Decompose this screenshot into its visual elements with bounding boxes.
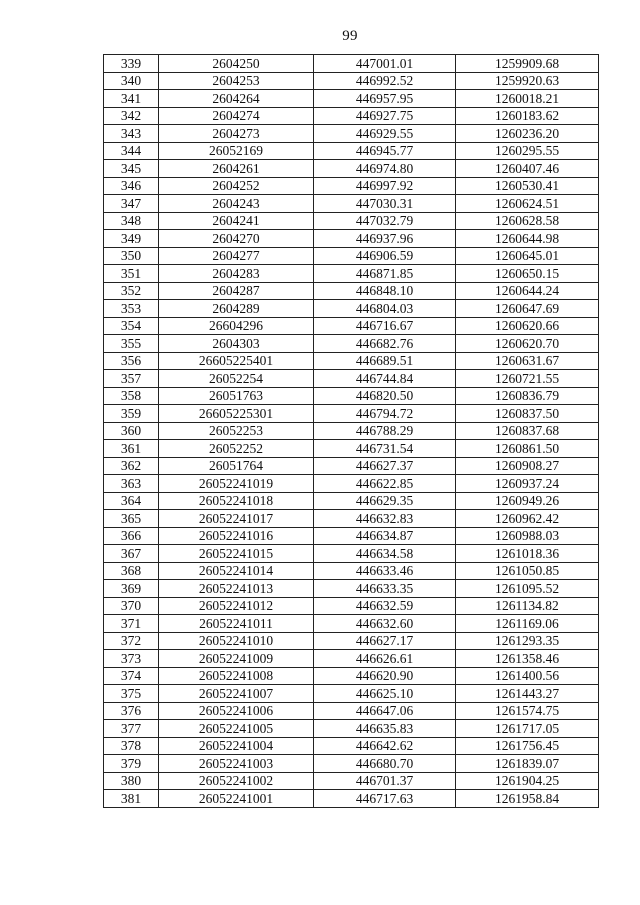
point-number-cell: 355 xyxy=(104,335,159,353)
y-coordinate-cell: 1260861.50 xyxy=(456,440,599,458)
x-coordinate-cell: 446945.77 xyxy=(314,142,456,160)
table-row xyxy=(104,160,599,178)
table-row xyxy=(104,265,599,283)
point-number-cell: 379 xyxy=(104,755,159,773)
point-code-cell: 26604296 xyxy=(159,317,314,335)
point-number-cell: 368 xyxy=(104,562,159,580)
y-coordinate-cell: 1261018.36 xyxy=(456,545,599,563)
y-coordinate-cell: 1260647.69 xyxy=(456,300,599,318)
table-row xyxy=(104,107,599,125)
x-coordinate-cell: 446731.54 xyxy=(314,440,456,458)
y-coordinate-cell: 1260183.62 xyxy=(456,107,599,125)
point-number-cell: 361 xyxy=(104,440,159,458)
y-coordinate-cell: 1261400.56 xyxy=(456,667,599,685)
y-coordinate-cell: 1260407.46 xyxy=(456,160,599,178)
point-code-cell: 26052241015 xyxy=(159,545,314,563)
x-coordinate-cell: 446626.61 xyxy=(314,650,456,668)
point-code-cell: 2604243 xyxy=(159,195,314,213)
point-code-cell: 26052241003 xyxy=(159,755,314,773)
x-coordinate-cell: 446848.10 xyxy=(314,282,456,300)
x-coordinate-cell: 446632.59 xyxy=(314,597,456,615)
point-code-cell: 26052241016 xyxy=(159,527,314,545)
point-number-cell: 365 xyxy=(104,510,159,528)
table-row xyxy=(104,90,599,108)
table-row xyxy=(104,387,599,405)
x-coordinate-cell: 446632.60 xyxy=(314,615,456,633)
table-row xyxy=(104,492,599,510)
table-row xyxy=(104,55,599,73)
x-coordinate-cell: 447030.31 xyxy=(314,195,456,213)
point-number-cell: 363 xyxy=(104,475,159,493)
x-coordinate-cell: 446929.55 xyxy=(314,125,456,143)
table-row xyxy=(104,632,599,650)
y-coordinate-cell: 1260628.58 xyxy=(456,212,599,230)
point-number-cell: 341 xyxy=(104,90,159,108)
table-row xyxy=(104,317,599,335)
table-row xyxy=(104,580,599,598)
point-code-cell: 26605225401 xyxy=(159,352,314,370)
point-code-cell: 26051764 xyxy=(159,457,314,475)
table-row xyxy=(104,230,599,248)
table-row xyxy=(104,667,599,685)
table-row xyxy=(104,720,599,738)
table-row xyxy=(104,352,599,370)
point-number-cell: 354 xyxy=(104,317,159,335)
x-coordinate-cell: 446717.63 xyxy=(314,790,456,808)
y-coordinate-cell: 1260908.27 xyxy=(456,457,599,475)
x-coordinate-cell: 446927.75 xyxy=(314,107,456,125)
table-row xyxy=(104,72,599,90)
y-coordinate-cell: 1260836.79 xyxy=(456,387,599,405)
point-number-cell: 339 xyxy=(104,55,159,73)
y-coordinate-cell: 1261574.75 xyxy=(456,702,599,720)
y-coordinate-cell: 1259909.68 xyxy=(456,55,599,73)
point-code-cell: 26052241005 xyxy=(159,720,314,738)
table-row xyxy=(104,282,599,300)
point-code-cell: 26605225301 xyxy=(159,405,314,423)
table-row xyxy=(104,755,599,773)
table-row xyxy=(104,545,599,563)
y-coordinate-cell: 1260645.01 xyxy=(456,247,599,265)
table-row xyxy=(104,335,599,353)
point-number-cell: 345 xyxy=(104,160,159,178)
y-coordinate-cell: 1260624.51 xyxy=(456,195,599,213)
x-coordinate-cell: 446937.96 xyxy=(314,230,456,248)
point-code-cell: 2604261 xyxy=(159,160,314,178)
x-coordinate-cell: 446992.52 xyxy=(314,72,456,90)
point-number-cell: 378 xyxy=(104,737,159,755)
x-coordinate-cell: 446633.35 xyxy=(314,580,456,598)
point-code-cell: 26052254 xyxy=(159,370,314,388)
point-number-cell: 380 xyxy=(104,772,159,790)
point-number-cell: 381 xyxy=(104,790,159,808)
point-number-cell: 370 xyxy=(104,597,159,615)
point-number-cell: 343 xyxy=(104,125,159,143)
y-coordinate-cell: 1260962.42 xyxy=(456,510,599,528)
x-coordinate-cell: 446788.29 xyxy=(314,422,456,440)
point-code-cell: 2604274 xyxy=(159,107,314,125)
point-number-cell: 371 xyxy=(104,615,159,633)
x-coordinate-cell: 446794.72 xyxy=(314,405,456,423)
x-coordinate-cell: 446820.50 xyxy=(314,387,456,405)
y-coordinate-cell: 1260837.50 xyxy=(456,405,599,423)
point-number-cell: 366 xyxy=(104,527,159,545)
y-coordinate-cell: 1261904.25 xyxy=(456,772,599,790)
x-coordinate-cell: 446716.67 xyxy=(314,317,456,335)
point-code-cell: 26052252 xyxy=(159,440,314,458)
point-number-cell: 362 xyxy=(104,457,159,475)
point-number-cell: 377 xyxy=(104,720,159,738)
x-coordinate-cell: 446974.80 xyxy=(314,160,456,178)
point-number-cell: 372 xyxy=(104,632,159,650)
y-coordinate-cell: 1261756.45 xyxy=(456,737,599,755)
x-coordinate-cell: 446634.87 xyxy=(314,527,456,545)
x-coordinate-cell: 446632.83 xyxy=(314,510,456,528)
table-row xyxy=(104,685,599,703)
table-row xyxy=(104,195,599,213)
y-coordinate-cell: 1260620.66 xyxy=(456,317,599,335)
y-coordinate-cell: 1260295.55 xyxy=(456,142,599,160)
y-coordinate-cell: 1261958.84 xyxy=(456,790,599,808)
point-number-cell: 357 xyxy=(104,370,159,388)
x-coordinate-cell: 446647.06 xyxy=(314,702,456,720)
table-row xyxy=(104,527,599,545)
y-coordinate-cell: 1260644.24 xyxy=(456,282,599,300)
table-row xyxy=(104,370,599,388)
point-number-cell: 349 xyxy=(104,230,159,248)
y-coordinate-cell: 1260837.68 xyxy=(456,422,599,440)
y-coordinate-cell: 1260988.03 xyxy=(456,527,599,545)
point-code-cell: 26052241002 xyxy=(159,772,314,790)
table-row xyxy=(104,457,599,475)
point-code-cell: 26052241006 xyxy=(159,702,314,720)
point-number-cell: 373 xyxy=(104,650,159,668)
table-row xyxy=(104,212,599,230)
y-coordinate-cell: 1261293.35 xyxy=(456,632,599,650)
table-row xyxy=(104,422,599,440)
point-code-cell: 26052169 xyxy=(159,142,314,160)
point-code-cell: 2604241 xyxy=(159,212,314,230)
point-number-cell: 358 xyxy=(104,387,159,405)
point-code-cell: 26052241019 xyxy=(159,475,314,493)
table-row xyxy=(104,177,599,195)
y-coordinate-cell: 1261358.46 xyxy=(456,650,599,668)
y-coordinate-cell: 1260530.41 xyxy=(456,177,599,195)
x-coordinate-cell: 446682.76 xyxy=(314,335,456,353)
x-coordinate-cell: 446997.92 xyxy=(314,177,456,195)
table-row xyxy=(104,300,599,318)
point-code-cell: 26052253 xyxy=(159,422,314,440)
point-number-cell: 374 xyxy=(104,667,159,685)
table-row xyxy=(104,125,599,143)
point-number-cell: 376 xyxy=(104,702,159,720)
table-row xyxy=(104,702,599,720)
table-row xyxy=(104,737,599,755)
point-code-cell: 2604250 xyxy=(159,55,314,73)
point-number-cell: 369 xyxy=(104,580,159,598)
x-coordinate-cell: 446620.90 xyxy=(314,667,456,685)
x-coordinate-cell: 446635.83 xyxy=(314,720,456,738)
point-code-cell: 26052241004 xyxy=(159,737,314,755)
point-code-cell: 2604252 xyxy=(159,177,314,195)
x-coordinate-cell: 446680.70 xyxy=(314,755,456,773)
point-code-cell: 2604264 xyxy=(159,90,314,108)
x-coordinate-cell: 446701.37 xyxy=(314,772,456,790)
point-code-cell: 26052241013 xyxy=(159,580,314,598)
point-code-cell: 2604273 xyxy=(159,125,314,143)
table-row xyxy=(104,562,599,580)
x-coordinate-cell: 446642.62 xyxy=(314,737,456,755)
x-coordinate-cell: 447032.79 xyxy=(314,212,456,230)
point-number-cell: 352 xyxy=(104,282,159,300)
point-number-cell: 356 xyxy=(104,352,159,370)
x-coordinate-cell: 447001.01 xyxy=(314,55,456,73)
x-coordinate-cell: 446627.37 xyxy=(314,457,456,475)
coordinates-table xyxy=(103,54,599,808)
point-code-cell: 2604283 xyxy=(159,265,314,283)
point-code-cell: 26052241007 xyxy=(159,685,314,703)
table-row xyxy=(104,142,599,160)
x-coordinate-cell: 446629.35 xyxy=(314,492,456,510)
table-row xyxy=(104,247,599,265)
point-code-cell: 26052241012 xyxy=(159,597,314,615)
y-coordinate-cell: 1261443.27 xyxy=(456,685,599,703)
point-code-cell: 2604289 xyxy=(159,300,314,318)
x-coordinate-cell: 446622.85 xyxy=(314,475,456,493)
point-code-cell: 26051763 xyxy=(159,387,314,405)
x-coordinate-cell: 446744.84 xyxy=(314,370,456,388)
point-number-cell: 347 xyxy=(104,195,159,213)
point-number-cell: 360 xyxy=(104,422,159,440)
point-code-cell: 26052241009 xyxy=(159,650,314,668)
point-number-cell: 344 xyxy=(104,142,159,160)
x-coordinate-cell: 446871.85 xyxy=(314,265,456,283)
point-code-cell: 26052241014 xyxy=(159,562,314,580)
table-row xyxy=(104,790,599,808)
table-row xyxy=(104,615,599,633)
y-coordinate-cell: 1261839.07 xyxy=(456,755,599,773)
y-coordinate-cell: 1259920.63 xyxy=(456,72,599,90)
y-coordinate-cell: 1260018.21 xyxy=(456,90,599,108)
point-number-cell: 340 xyxy=(104,72,159,90)
page-number: 99 xyxy=(342,28,358,44)
table-row xyxy=(104,597,599,615)
point-code-cell: 2604277 xyxy=(159,247,314,265)
x-coordinate-cell: 446957.95 xyxy=(314,90,456,108)
point-code-cell: 2604253 xyxy=(159,72,314,90)
x-coordinate-cell: 446634.58 xyxy=(314,545,456,563)
point-number-cell: 351 xyxy=(104,265,159,283)
point-number-cell: 346 xyxy=(104,177,159,195)
y-coordinate-cell: 1261169.06 xyxy=(456,615,599,633)
x-coordinate-cell: 446906.59 xyxy=(314,247,456,265)
point-code-cell: 26052241001 xyxy=(159,790,314,808)
point-code-cell: 26052241018 xyxy=(159,492,314,510)
point-number-cell: 364 xyxy=(104,492,159,510)
point-code-cell: 2604287 xyxy=(159,282,314,300)
point-code-cell: 26052241010 xyxy=(159,632,314,650)
y-coordinate-cell: 1260937.24 xyxy=(456,475,599,493)
table-row xyxy=(104,440,599,458)
point-code-cell: 26052241008 xyxy=(159,667,314,685)
x-coordinate-cell: 446625.10 xyxy=(314,685,456,703)
point-number-cell: 367 xyxy=(104,545,159,563)
y-coordinate-cell: 1261095.52 xyxy=(456,580,599,598)
y-coordinate-cell: 1260236.20 xyxy=(456,125,599,143)
point-number-cell: 359 xyxy=(104,405,159,423)
x-coordinate-cell: 446627.17 xyxy=(314,632,456,650)
point-code-cell: 26052241017 xyxy=(159,510,314,528)
point-number-cell: 353 xyxy=(104,300,159,318)
y-coordinate-cell: 1260650.15 xyxy=(456,265,599,283)
table-row xyxy=(104,405,599,423)
x-coordinate-cell: 446804.03 xyxy=(314,300,456,318)
point-code-cell: 2604270 xyxy=(159,230,314,248)
point-number-cell: 348 xyxy=(104,212,159,230)
y-coordinate-cell: 1261134.82 xyxy=(456,597,599,615)
x-coordinate-cell: 446689.51 xyxy=(314,352,456,370)
y-coordinate-cell: 1261050.85 xyxy=(456,562,599,580)
point-number-cell: 342 xyxy=(104,107,159,125)
y-coordinate-cell: 1260631.67 xyxy=(456,352,599,370)
point-number-cell: 350 xyxy=(104,247,159,265)
y-coordinate-cell: 1261717.05 xyxy=(456,720,599,738)
x-coordinate-cell: 446633.46 xyxy=(314,562,456,580)
y-coordinate-cell: 1260721.55 xyxy=(456,370,599,388)
point-number-cell: 375 xyxy=(104,685,159,703)
y-coordinate-cell: 1260949.26 xyxy=(456,492,599,510)
table-row xyxy=(104,772,599,790)
coordinates-table-body xyxy=(104,55,599,808)
y-coordinate-cell: 1260620.70 xyxy=(456,335,599,353)
point-code-cell: 26052241011 xyxy=(159,615,314,633)
point-code-cell: 2604303 xyxy=(159,335,314,353)
table-row xyxy=(104,650,599,668)
y-coordinate-cell: 1260644.98 xyxy=(456,230,599,248)
table-row xyxy=(104,510,599,528)
table-row xyxy=(104,475,599,493)
